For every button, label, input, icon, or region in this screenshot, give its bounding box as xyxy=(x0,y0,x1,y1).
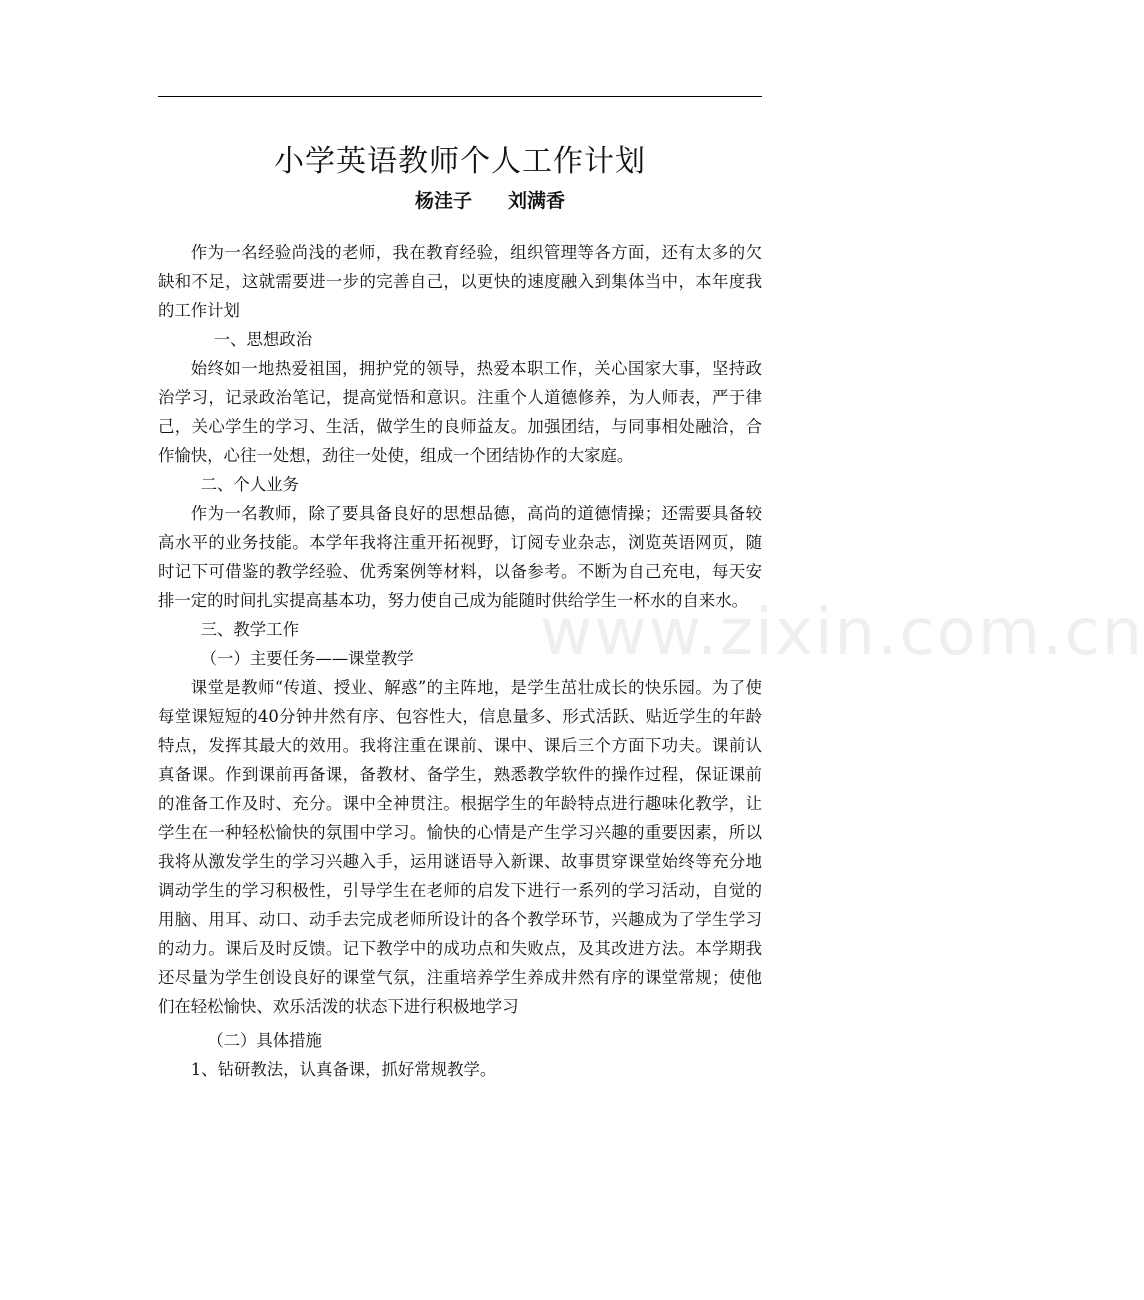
document-body xyxy=(158,238,762,1084)
body-paragraph: 始终如一地热爱祖国，拥护党的领导，热爱本职工作，关心国家大事，坚持政治学习，记录政治笔记，提高觉悟和意识。注重个人道德修养，为人师表，严于律己，关心学生的学习、生活，做学生的良师益友。加强团结，与同事相处融洽，合作愉快，心往一处想，劲往一处使，组成一个团结协作的大家庭。 xyxy=(158,359,762,465)
top-rule xyxy=(158,96,762,97)
list-item: 1、钻研教法，认真备课，抓好常规教学。 xyxy=(190,1060,497,1079)
subsection-heading: （二）具体措施 xyxy=(207,1031,322,1050)
author-name: 刘满香 xyxy=(508,190,566,212)
document-title: 小学英语教师个人工作计划 xyxy=(274,144,646,179)
watermark: www.zixin.com.cn xyxy=(540,596,1144,670)
author-name: 杨洼子 xyxy=(414,190,472,212)
section-heading: 一、思想政治 xyxy=(213,330,313,349)
subsection-heading: （一）主要任务——课堂教学 xyxy=(200,649,414,668)
body-paragraph: 作为一名教师，除了要具备良好的思想品德，高尚的道德情操；还需要具备较高水平的业务技能。本学年我将注重开拓视野，订阅专业杂志，浏览英语网页，随时记下可借鉴的教学经验、优秀案例等材料，以备参考。不断为自己充电，每天安排一定的时间扎实提高基本功，努力使自己成为能随时供给学生一杯水的自来水。 xyxy=(158,504,762,610)
body-paragraph: 课堂是教师“传道、授业、解惑”的主阵地，是学生茁壮成长的快乐园。为了使每堂课短短的40分钟井然有序、包容性大，信息量多、形式活跃、贴近学生的年龄特点，发挥其最大的效用。我将注重在课前、课中、课后三个方面下功夫。课前认真备课。作到课前再备课，备教材、备学生，熟悉教学软件的操作过程，保证课前的准备工作及时、充分。课中全神贯注。根据学生的年龄特点进行趣味化教学，让学生在一种轻松愉快的氛围中学习。愉快的心情是产生学习兴趣的重要因素，所以我将从激发学生的学习兴趣入手，运用谜语导入新课、故事贯穿课堂始终等充分地调动学生的学习积极性，引导学生在老师的启发下进行一系列的学习活动，自觉的用脑、用耳、动口、动手去完成老师所设计的各个教学环节，兴趣成为了学生学习的动力。课后及时反馈。记下教学中的成功点和失败点，及其改进方法。本学期我还尽量为学生创设良好的课堂气氛，注重培养学生养成井然有序的课堂常规；使他们在轻松愉快、欢乐活泼的状态下进行积极地学习 xyxy=(158,678,762,1016)
author-line xyxy=(0,186,920,213)
intro-paragraph: 作为一名经验尚浅的老师，我在教育经验，组织管理等各方面，还有太多的欠缺和不足，这就需要进一步的完善自己，以更快的速度融入到集体当中，本年度我的工作计划 xyxy=(158,243,762,320)
section-heading: 三、教学工作 xyxy=(200,620,299,639)
section-heading: 二、个人业务 xyxy=(200,475,299,494)
